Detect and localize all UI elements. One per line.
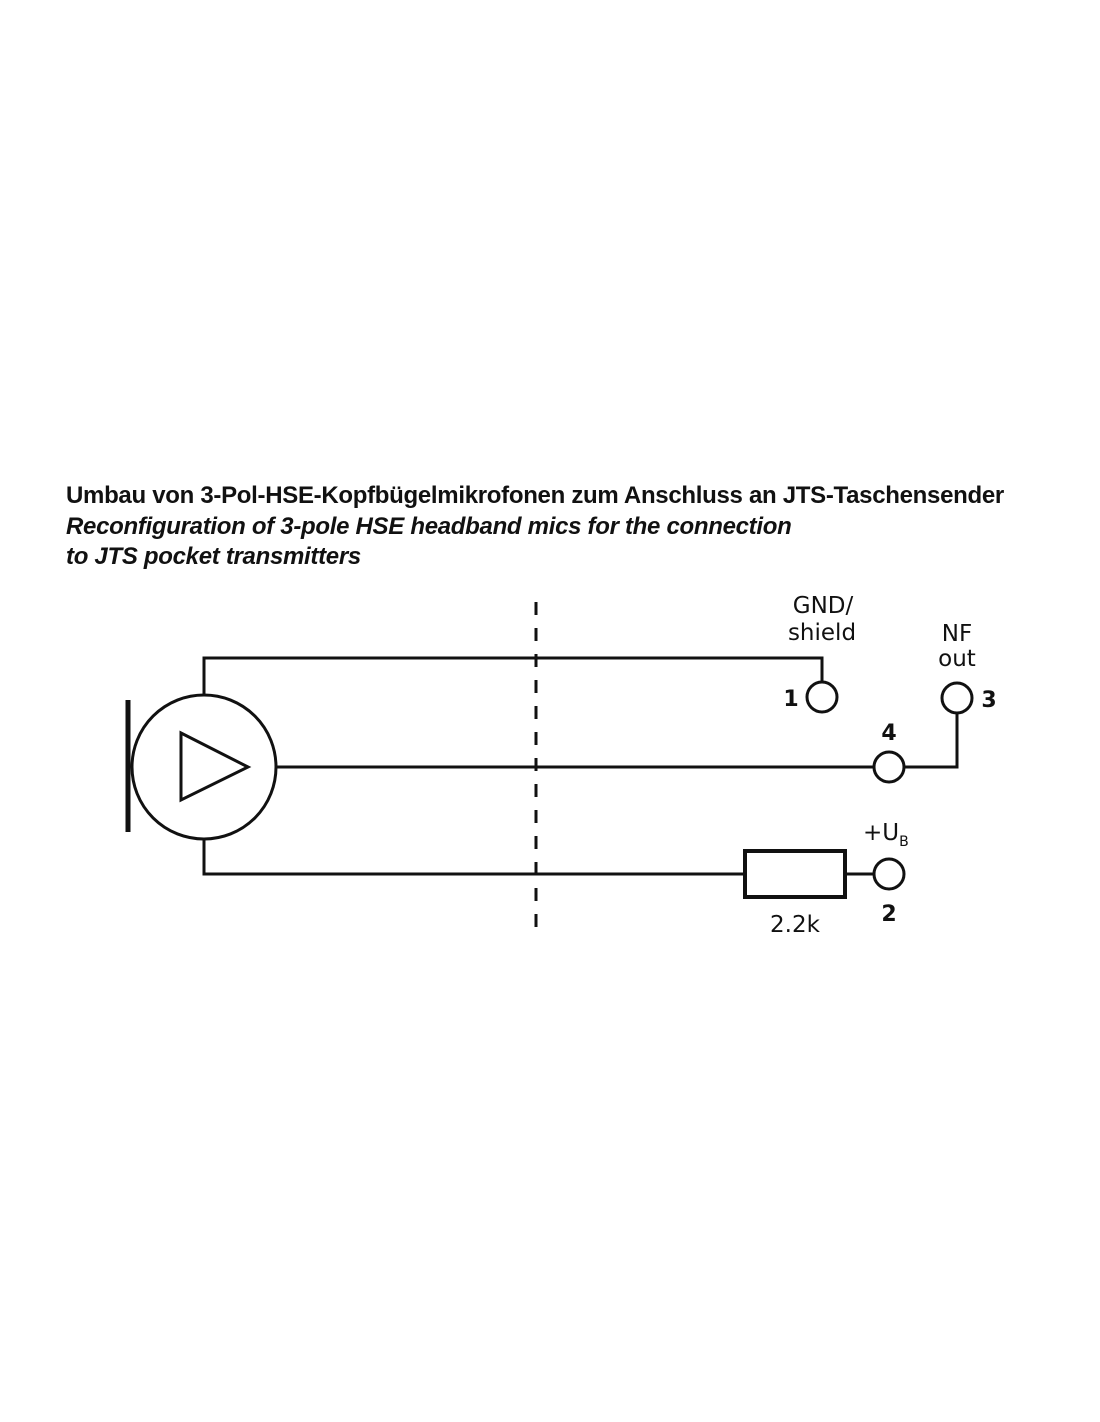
resistor-symbol xyxy=(745,851,845,897)
label-supply-voltage-subscript: B xyxy=(899,834,909,850)
title-german: Umbau von 3-Pol-HSE-Kopfbügelmikrofonen zum Anschluss an JTS-Taschensender xyxy=(66,482,1004,509)
label-pin-2: 2 xyxy=(881,902,897,927)
label-gnd-line2: shield xyxy=(787,620,857,646)
label-supply-voltage xyxy=(863,820,909,850)
pin-1-terminal xyxy=(807,682,837,712)
label-supply-voltage-main: +U xyxy=(863,820,900,846)
label-pin-3: 3 xyxy=(981,688,997,713)
label-pin-1: 1 xyxy=(783,687,799,712)
wire-nf-out xyxy=(905,713,957,767)
pin-4-terminal xyxy=(874,752,904,782)
pin-2-terminal xyxy=(874,859,904,889)
pin-3-terminal xyxy=(942,683,972,713)
title-english-line2: to JTS pocket transmitters xyxy=(66,543,361,570)
wire-gnd xyxy=(204,658,822,695)
label-resistor-value: 2.2k xyxy=(770,912,820,938)
label-nf-line2: out xyxy=(938,646,976,672)
amplifier-triangle-icon xyxy=(181,733,248,800)
wire-supply xyxy=(204,839,745,874)
mic-capsule-circle xyxy=(132,695,276,839)
label-nf-line1: NF xyxy=(941,621,973,647)
title-english-line1: Reconfiguration of 3-pole HSE headband mics for the connection xyxy=(66,513,792,540)
label-pin-4: 4 xyxy=(881,721,897,746)
label-gnd-line1: GND/ xyxy=(792,593,854,619)
